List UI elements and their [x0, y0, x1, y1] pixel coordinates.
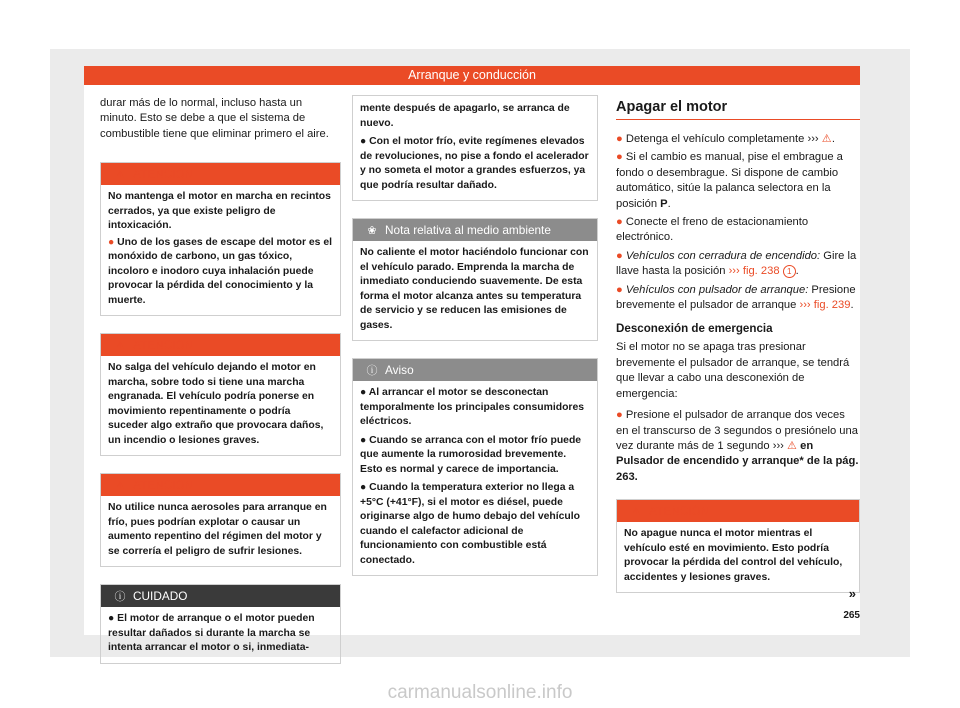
step-text: Conecte el freno de estacionamiento electrónico.	[616, 216, 809, 244]
step-condition: Vehículos con pulsador de arranque:	[625, 283, 809, 296]
caution-box-continued	[352, 95, 598, 201]
bullet-icon: ●	[360, 434, 370, 446]
environment-note-box	[352, 218, 598, 341]
leaf-icon: ❀	[367, 225, 377, 237]
note-body	[353, 381, 597, 575]
steps-list	[616, 132, 860, 313]
note-text: Al arrancar el motor se desconectan temporalmente los principales consumidores eléctricos.	[360, 387, 585, 427]
emergency-text	[616, 340, 860, 485]
warning-title: ATENCIÓN	[133, 167, 194, 182]
warning-text: No mantenga el motor en marcha en recintos cerrados, ya que existe peligro de intoxicación.	[108, 191, 331, 232]
bullet-icon: ●	[616, 249, 626, 262]
warning-header	[101, 334, 340, 356]
bullet-icon: ●	[616, 283, 626, 296]
bullet-icon: ●	[616, 409, 626, 422]
caution-text: El motor de arranque o el motor pueden resultar dañados si durante la marcha se intenta arrancar el motor o si, inmediata-	[108, 613, 315, 654]
caution-body	[353, 96, 597, 200]
caution-text: mente después de apagarlo, se arranca de nuevo.	[360, 103, 570, 129]
caution-circle-icon: ⓘ	[114, 591, 126, 604]
warning-triangle-icon: ⚠	[631, 506, 641, 519]
bullet-icon: ●	[360, 136, 370, 147]
step-item	[616, 408, 860, 485]
environment-header	[353, 219, 597, 241]
step-text: Detenga el vehículo completamente	[625, 133, 805, 145]
caution-header	[101, 585, 340, 607]
gear-position: P	[660, 197, 668, 210]
note-text: Cuando se arranca con el motor frío puede que aumente la rumorosidad brevemente. Esto es normal y carece de importancia.	[360, 434, 582, 475]
warning-header	[101, 474, 340, 496]
note-box	[352, 358, 598, 576]
step-item: ● Vehículos con cerradura de encendido: Gire la llave hasta la posición ››› fig. 238 1 .	[616, 249, 857, 278]
figure-link[interactable]: ››› fig. 239	[799, 299, 851, 312]
warning-triangle-icon: ⚠	[115, 340, 125, 353]
cross-reference[interactable]: ›››	[807, 133, 819, 145]
note-bullet	[360, 434, 590, 478]
environment-body	[353, 241, 597, 340]
step-condition: Vehículos con cerradura de encendido:	[625, 249, 821, 262]
step-text: Presione brevemente el pulsador de arranque	[616, 283, 856, 312]
manual-page	[84, 66, 860, 654]
step-item: ● Si el cambio es manual, pise el embrague a fondo o desembrague. Si dispone de cambio automático, sitúe la palanca selectora en la posición P.	[616, 151, 843, 210]
warning-header	[101, 163, 340, 185]
step-text: Presione el pulsador de arranque dos veces en el transcurso de 3 segundos o presiónelo una vez durante más de 1 segundo	[616, 409, 858, 452]
warning-title: ATENCIÓN	[133, 478, 194, 493]
section-title: Apagar el motor	[616, 99, 860, 120]
warning-title: ATENCIÓN	[649, 504, 710, 519]
note-title: Aviso	[385, 363, 414, 377]
warning-triangle-icon: ⚠	[115, 169, 125, 182]
page-reference: en Pulsador de encendido y arranque* de la pág. 263.	[616, 439, 859, 483]
environment-text: No caliente el motor haciéndolo funcionar con el vehículo parado. Emprenda la marcha de inmediato conduciendo suavemente. De esta forma el motor alcanza antes su temperatura de servicio y se reducen las emisiones de gases.	[360, 247, 589, 331]
column-3	[616, 95, 860, 593]
intro-text: durar más de lo normal, incluso hasta un minuto. Esto se debe a que el sistema de combustible tiene que eliminar primero el aire.	[100, 97, 329, 140]
figure-link[interactable]: ››› fig. 238	[728, 265, 780, 278]
bullet-icon: ●	[360, 387, 369, 398]
warning-triangle-icon: ⚠	[821, 133, 832, 145]
info-icon: ⓘ	[366, 365, 378, 377]
warning-text: No apague nunca el motor mientras el vehículo esté en movimiento. Esto podría provocar la pérdida del control del vehículo, accidentes y lesiones graves.	[624, 528, 843, 583]
column-1	[100, 96, 341, 664]
caution-bullet	[108, 612, 333, 656]
warning-box-2	[100, 333, 341, 456]
bullet-icon: ●	[108, 236, 118, 248]
warning-body	[101, 356, 340, 455]
warning-box-1	[100, 162, 341, 316]
step-item: ● Vehículos con pulsador de arranque: Presione brevemente el pulsador de arranque ››› fig. 239.	[616, 283, 856, 312]
caution-bullet	[360, 135, 590, 193]
step-text: Gire la llave hasta la posición	[616, 249, 857, 278]
step-item: ● Detenga el vehículo completamente ››› ⚠.	[616, 133, 835, 145]
note-header	[353, 359, 597, 381]
callout-number: 1	[783, 265, 796, 278]
bullet-icon: ●	[360, 482, 370, 493]
warning-text: No salga del vehículo dejando el motor en marcha, sobre todo si tiene una marcha engranada. El vehículo podría ponerse en movimiento repentinamente o podría suceder algo extraño que provocara daños, un incendio o lesiones graves.	[108, 362, 324, 446]
caution-bullet-text: Con el motor frío, evite regímenes elevados de revoluciones, no pise a fondo el acelerador y no someta el motor a grandes esfuerzos, ya que podría resultar dañado.	[360, 136, 589, 191]
subsection-title: Desconexión de emergencia	[616, 322, 773, 336]
note-text: Cuando la temperatura exterior no llega a +5°C (+41°F), si el motor es diésel, puede originarse algo de humo debajo del vehículo cuando el calefactor adicional de funcionamiento con combustible está conectado.	[360, 482, 580, 566]
chapter-header: Arranque y conducción	[84, 66, 860, 85]
warning-triangle-icon: ⚠	[115, 480, 125, 493]
page-number: 265	[843, 610, 860, 621]
column-2	[352, 95, 598, 593]
caution-box	[100, 584, 341, 664]
warning-bullet-text: Uno de los gases de escape del motor es el monóxido de carbono, un gas tóxico, incoloro e inodoro cuya inhalación puede provocar la pérdida del conocimiento y la muerte.	[108, 236, 332, 306]
warning-body	[101, 185, 340, 315]
caution-body	[101, 607, 340, 663]
warning-bullet	[108, 236, 333, 309]
cross-reference[interactable]: ›››	[772, 439, 784, 452]
caution-title: CUIDADO	[133, 589, 188, 604]
warning-triangle-icon: ⚠	[787, 439, 798, 452]
bullet-icon: ●	[616, 151, 626, 164]
note-bullet	[360, 481, 590, 568]
warning-box-3	[100, 473, 341, 567]
emergency-intro: Si el motor no se apaga tras presionar brevemente el pulsador de arranque, se tendrá que llevar a cabo una desconexión de emergencia:	[616, 341, 850, 400]
bullet-icon: ●	[616, 216, 626, 229]
warning-text: No utilice nunca aerosoles para arranque en frío, pues podrían explotar o causar un aumento repentino del régimen del motor y se correría el peligro de sufrir lesiones.	[108, 502, 327, 557]
bullet-icon: ●	[108, 613, 118, 625]
warning-body	[101, 496, 340, 566]
note-bullet	[360, 386, 590, 430]
step-item	[616, 215, 860, 246]
warning-box-4	[616, 499, 860, 593]
step-text: Si el cambio es manual, pise el embrague a fondo o desembrague. Si dispone de cambio automático, sitúe la palanca selectora en la posición	[616, 151, 843, 210]
watermark: carmanualsonline.info	[387, 682, 573, 703]
warning-body	[617, 522, 859, 592]
environment-title: Nota relativa al medio ambiente	[385, 223, 551, 237]
warning-title: ATENCIÓN	[133, 338, 194, 353]
warning-header	[617, 500, 859, 522]
bullet-icon: ●	[616, 133, 626, 145]
continue-marker: »	[848, 586, 856, 601]
